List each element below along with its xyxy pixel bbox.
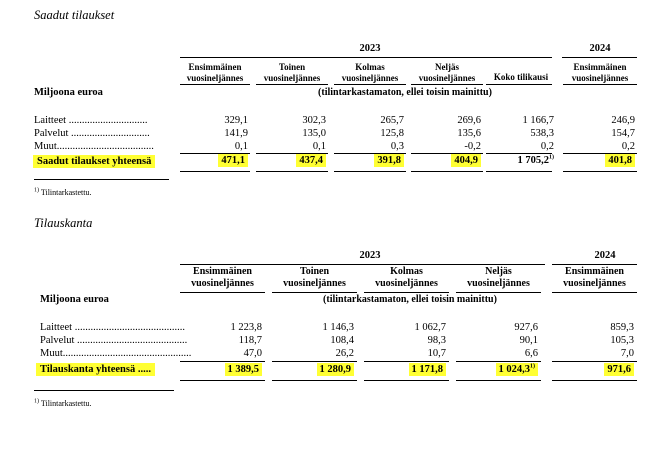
orders-cell: 302,3: [302, 115, 326, 126]
backlog-bottom-rule: [456, 380, 541, 381]
backlog-sum-rule: [364, 361, 449, 362]
backlog-cell: 26,2: [335, 348, 354, 359]
backlog-sum-rule: [552, 361, 637, 362]
orders-col-rule: [563, 84, 637, 85]
backlog-col-rule: [364, 292, 449, 293]
orders-cell: 246,9: [611, 115, 635, 126]
backlog-year-2023-rule: [180, 264, 545, 265]
backlog-col-q1-header: Ensimmäinen vuosineljännes: [191, 266, 254, 289]
orders-total-2024: 401,8: [563, 155, 635, 166]
orders-cell: 125,8: [380, 128, 404, 139]
backlog-footnote: $^{1)}$ Tilintarkastettu.: [34, 398, 92, 408]
orders-subtitle: (tilintarkastamaton, ellei toisin mainittu): [318, 87, 492, 98]
orders-col-q4-header: Neljäs vuosineljännes: [418, 62, 476, 83]
backlog-sum-rule: [456, 361, 541, 362]
backlog-bottom-rule: [552, 380, 637, 381]
orders-cell: 0,2: [621, 141, 635, 152]
orders-cell: 0,2: [540, 141, 554, 152]
orders-row-label: Laitteet ..............................: [34, 115, 148, 126]
backlog-cell: 1 146,3: [322, 322, 354, 333]
backlog-row-label: Palvelut ..........................................: [40, 335, 188, 346]
backlog-cell: 1 062,7: [414, 322, 446, 333]
orders-bottom-rule: [180, 171, 250, 172]
backlog-year-2024: 2024: [594, 250, 616, 261]
backlog-cell: 927,6: [514, 322, 538, 333]
orders-col-rule: [411, 84, 483, 85]
orders-cell: 1 166,7: [522, 115, 554, 126]
orders-footnote-rule: [34, 179, 169, 180]
backlog-unit-label: Miljoona euroa: [40, 294, 109, 305]
backlog-total-q2: 1 280,9: [272, 364, 354, 375]
backlog-cell: 1 223,8: [230, 322, 262, 333]
orders-total-q4: 404,9: [411, 155, 481, 166]
backlog-year-2024-rule: [552, 264, 637, 265]
orders-section-title: Saadut tilaukset: [34, 8, 115, 22]
backlog-total-q1: 1 389,5: [180, 364, 262, 375]
backlog-bottom-rule: [180, 380, 265, 381]
backlog-total-q4: 1 024,3$^{1)}$: [456, 364, 538, 375]
orders-bottom-rule: [411, 171, 483, 172]
orders-bottom-rule: [256, 171, 328, 172]
orders-bottom-rule: [563, 171, 637, 172]
orders-row-label: Muut.....................................: [34, 141, 154, 152]
backlog-subtitle: (tilintarkastamaton, ellei toisin mainittu): [323, 294, 497, 305]
backlog-cell: 859,3: [610, 322, 634, 333]
backlog-col-q3-header: Kolmas vuosineljännes: [375, 266, 438, 289]
orders-footnote: $^{1)}$ Tilintarkastettu.: [34, 187, 92, 197]
orders-bottom-rule: [486, 171, 552, 172]
backlog-sum-rule: [272, 361, 357, 362]
backlog-row-label: Laitteet ..........................................: [40, 322, 185, 333]
orders-total-q2: 437,4: [256, 155, 326, 166]
orders-col-q2-header: Toinen vuosineljännes: [263, 62, 321, 83]
backlog-cell: 108,4: [330, 335, 354, 346]
backlog-col-q2-header: Toinen vuosineljännes: [283, 266, 346, 289]
backlog-total-q3: 1 171,8: [364, 364, 446, 375]
backlog-cell: 10,7: [427, 348, 446, 359]
backlog-col-rule: [180, 292, 265, 293]
orders-total-q1: 471,1: [180, 155, 248, 166]
orders-cell: 135,6: [457, 128, 481, 139]
orders-cell: 0,3: [390, 141, 404, 152]
orders-total-label: Saadut tilaukset yhteensä: [33, 155, 155, 168]
orders-cell: 269,6: [457, 115, 481, 126]
backlog-row-label: Muut.................................................: [40, 348, 192, 359]
backlog-cell: 98,3: [427, 335, 446, 346]
orders-year-2024: 2024: [589, 43, 611, 54]
orders-sum-rule: [486, 153, 552, 154]
backlog-col-rule: [272, 292, 357, 293]
backlog-col-2024-header: Ensimmäinen vuosineljännes: [563, 266, 626, 289]
backlog-bottom-rule: [272, 380, 357, 381]
orders-cell: 329,1: [224, 115, 248, 126]
backlog-cell: 6,6: [524, 348, 538, 359]
orders-year-2024-rule: [562, 57, 637, 58]
backlog-section-title: Tilauskanta: [34, 216, 93, 230]
orders-unit-label: Miljoona euroa: [34, 87, 103, 98]
orders-cell: 141,9: [224, 128, 248, 139]
backlog-col-rule: [456, 292, 541, 293]
orders-year-2023-rule: [180, 57, 552, 58]
backlog-cell: 7,0: [620, 348, 634, 359]
backlog-total-2024: 971,6: [552, 364, 634, 375]
orders-total-q3: 391,8: [334, 155, 404, 166]
backlog-cell: 90,1: [519, 335, 538, 346]
backlog-sum-rule: [180, 361, 265, 362]
orders-col-rule: [486, 84, 552, 85]
orders-col-q1-header: Ensimmäinen vuosineljännes: [186, 62, 244, 83]
orders-cell: 0,1: [312, 141, 326, 152]
backlog-col-rule: [552, 292, 637, 293]
orders-cell: 0,1: [234, 141, 248, 152]
orders-year-2023: 2023: [359, 43, 381, 54]
orders-row-label: Palvelut ..............................: [34, 128, 150, 139]
backlog-cell: 118,7: [238, 335, 262, 346]
orders-col-2024-header: Ensimmäinen vuosineljännes: [571, 62, 629, 83]
orders-cell: 538,3: [530, 128, 554, 139]
orders-col-rule: [334, 84, 406, 85]
orders-col-total-header: Koko tilikausi: [493, 72, 549, 82]
backlog-bottom-rule: [364, 380, 449, 381]
orders-total-fy: 1 705,2$^{1)}$: [517, 154, 554, 166]
orders-cell: 265,7: [380, 115, 404, 126]
orders-cell: 154,7: [611, 128, 635, 139]
backlog-year-2023: 2023: [359, 250, 381, 261]
backlog-col-q4-header: Neljäs vuosineljännes: [467, 266, 530, 289]
backlog-cell: 47,0: [243, 348, 262, 359]
orders-cell: -0,2: [464, 141, 481, 152]
orders-bottom-rule: [334, 171, 406, 172]
backlog-cell: 105,3: [610, 335, 634, 346]
orders-col-rule: [256, 84, 328, 85]
backlog-total-label: Tilauskanta yhteensä .....: [36, 364, 155, 375]
backlog-footnote-rule: [34, 390, 174, 391]
orders-col-q3-header: Kolmas vuosineljännes: [341, 62, 399, 83]
orders-col-rule: [180, 84, 250, 85]
orders-cell: 135,0: [302, 128, 326, 139]
